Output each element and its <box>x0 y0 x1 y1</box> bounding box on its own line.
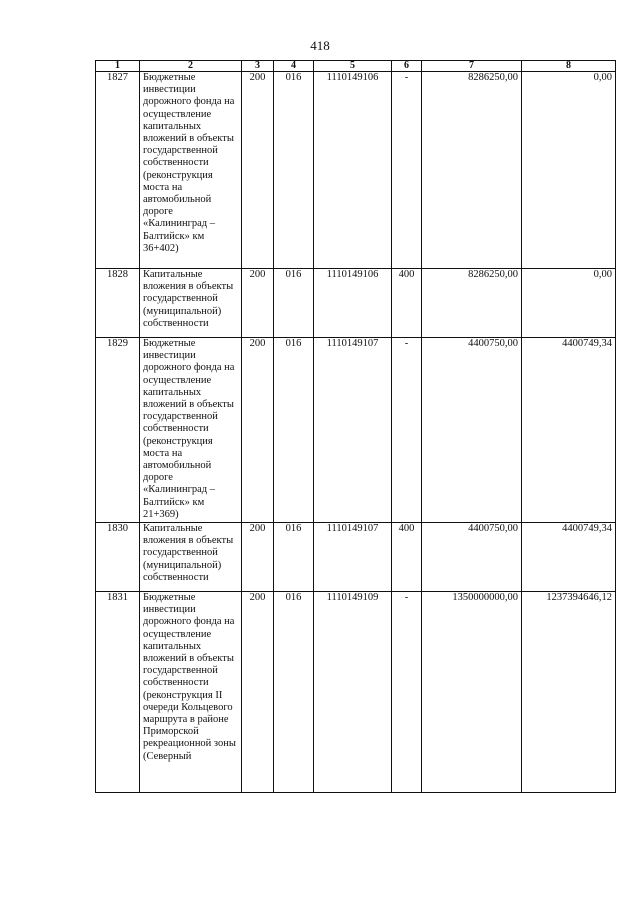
column-header: 1 <box>96 61 140 72</box>
cell-col8: 0,00 <box>522 269 616 338</box>
column-header: 6 <box>392 61 422 72</box>
row-number: 1829 <box>96 338 140 523</box>
cell-col7: 4400750,00 <box>422 338 522 523</box>
cell-col8: 0,00 <box>522 72 616 269</box>
row-description: Бюджетные инвестиции дорожного фонда на осуществление капитальных вложений в объекты государственной собственности (реконструкция моста на автомобильной дороге «Калининград – Балтийск» км 36+402) <box>140 72 242 269</box>
cell-col4: 016 <box>274 72 314 269</box>
cell-col5: 1110149107 <box>314 523 392 592</box>
cell-col4: 016 <box>274 269 314 338</box>
row-description: Бюджетные инвестиции дорожного фонда на осуществление капитальных вложений в объекты государственной собственности (реконструкция моста на автомобильной дороге «Калининград – Балтийск» км 21+369) <box>140 338 242 523</box>
header-row <box>96 61 616 72</box>
cell-col3: 200 <box>242 72 274 269</box>
cell-col4: 016 <box>274 523 314 592</box>
cell-col4: 016 <box>274 592 314 793</box>
table-row <box>96 269 616 338</box>
cell-col5: 1110149106 <box>314 269 392 338</box>
column-header: 3 <box>242 61 274 72</box>
table-row <box>96 592 616 793</box>
cell-col5: 1110149109 <box>314 592 392 793</box>
cell-col3: 200 <box>242 338 274 523</box>
page-number: 418 <box>310 38 330 53</box>
cell-col5: 1110149106 <box>314 72 392 269</box>
row-number: 1827 <box>96 72 140 269</box>
row-description: Капитальные вложения в объекты государственной (муниципальной) собственности <box>140 269 242 338</box>
row-description: Бюджетные инвестиции дорожного фонда на осуществление капитальных вложений в объекты государственной собственности (реконструкция II очереди Кольцевого маршрута в районе Приморской рекреационной зоны (Северный <box>140 592 242 793</box>
cell-col6: 400 <box>392 269 422 338</box>
row-number: 1830 <box>96 523 140 592</box>
column-header: 4 <box>274 61 314 72</box>
cell-col3: 200 <box>242 269 274 338</box>
cell-col3: 200 <box>242 592 274 793</box>
column-header: 7 <box>422 61 522 72</box>
column-header: 2 <box>140 61 242 72</box>
cell-col4: 016 <box>274 338 314 523</box>
table-row <box>96 523 616 592</box>
row-number: 1831 <box>96 592 140 793</box>
cell-col7: 1350000000,00 <box>422 592 522 793</box>
cell-col3: 200 <box>242 523 274 592</box>
cell-col6: - <box>392 72 422 269</box>
cell-col6: - <box>392 592 422 793</box>
cell-col8: 4400749,34 <box>522 523 616 592</box>
budget-table <box>95 60 616 793</box>
cell-col5: 1110149107 <box>314 338 392 523</box>
column-header: 8 <box>522 61 616 72</box>
cell-col6: 400 <box>392 523 422 592</box>
cell-col7: 8286250,00 <box>422 72 522 269</box>
cell-col6: - <box>392 338 422 523</box>
table-row <box>96 338 616 523</box>
row-number: 1828 <box>96 269 140 338</box>
row-description: Капитальные вложения в объекты государственной (муниципальной) собственности <box>140 523 242 592</box>
cell-col7: 8286250,00 <box>422 269 522 338</box>
table-row <box>96 72 616 269</box>
cell-col8: 1237394646,12 <box>522 592 616 793</box>
cell-col8: 4400749,34 <box>522 338 616 523</box>
column-header: 5 <box>314 61 392 72</box>
cell-col7: 4400750,00 <box>422 523 522 592</box>
